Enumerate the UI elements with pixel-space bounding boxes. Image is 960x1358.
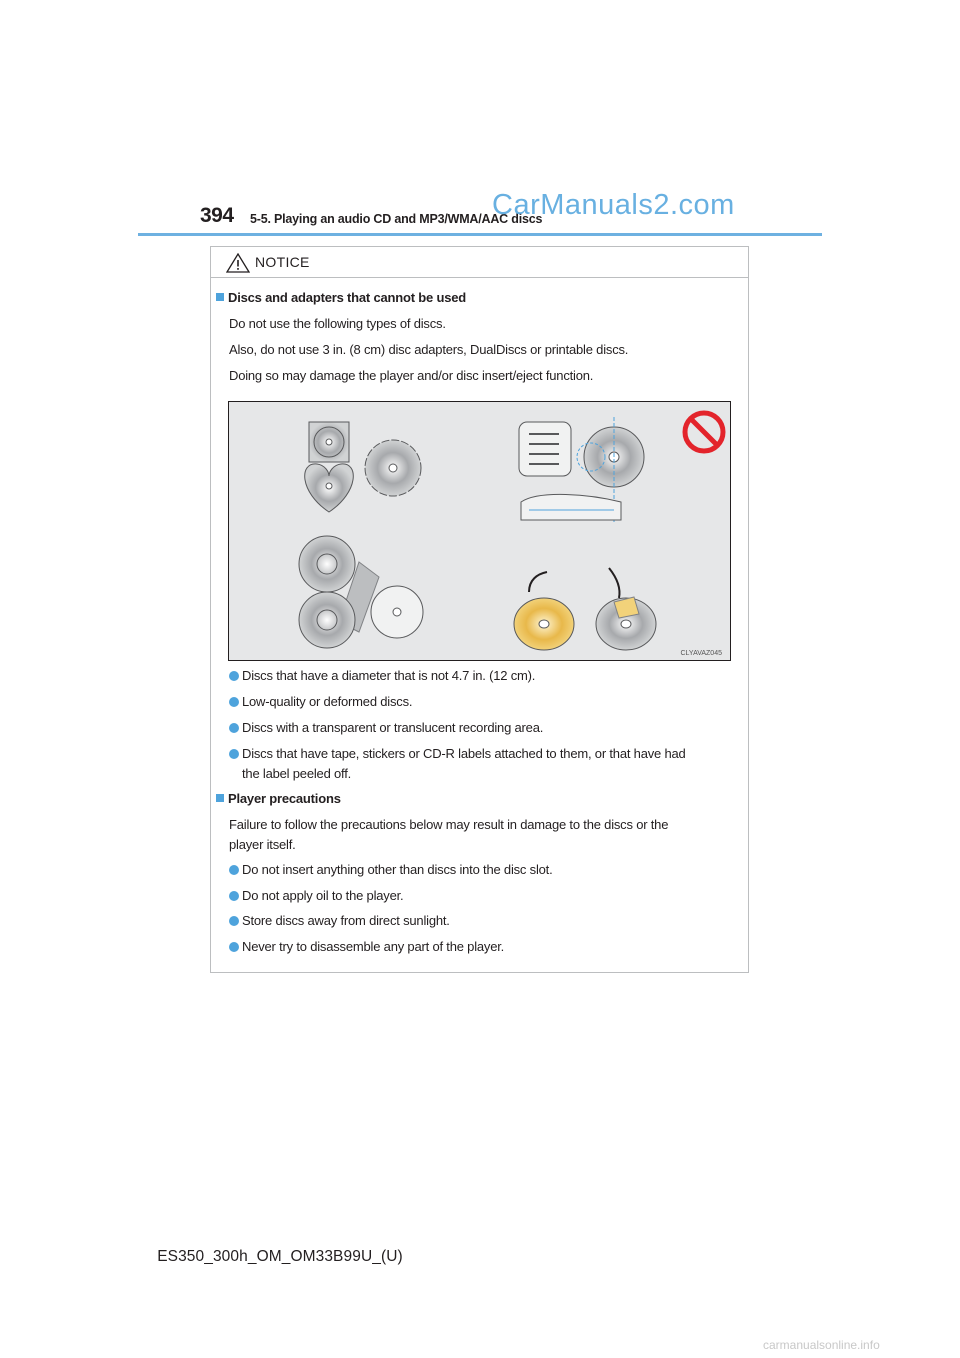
footer-watermark[interactable]: carmanualsonline.info bbox=[763, 1338, 880, 1352]
discs-illustration-drawing bbox=[229, 402, 730, 660]
square-bullet-icon bbox=[216, 293, 224, 301]
paragraph: Failure to follow the precautions below may result in damage to the discs or the bbox=[229, 817, 669, 832]
list-item: Discs that have a diameter that is not 4.7 in. (12 cm). bbox=[229, 666, 535, 686]
list-item: Discs that have tape, stickers or CD-R labels attached to them, or that have had bbox=[229, 744, 686, 764]
bullet-dot-icon bbox=[229, 749, 239, 759]
square-bullet-icon bbox=[216, 794, 224, 802]
player-precautions-heading: Player precautions bbox=[216, 789, 341, 809]
list-item: Low-quality or deformed discs. bbox=[229, 692, 412, 712]
footer-code: ES350_300h_OM_OM33B99U_(U) bbox=[157, 1248, 403, 1265]
figure-code: CLYAVAZ045 bbox=[680, 650, 722, 657]
paragraph: Doing so may damage the player and/or disc insert/eject function. bbox=[229, 368, 594, 383]
list-item-continuation: the label peeled off. bbox=[242, 766, 352, 781]
bullet-dot-icon bbox=[229, 916, 239, 926]
header-rule bbox=[138, 233, 822, 236]
warning-triangle-icon bbox=[226, 253, 250, 273]
unusable-discs-illustration bbox=[228, 401, 731, 661]
paragraph: player itself. bbox=[229, 837, 296, 852]
page-number: 394 bbox=[200, 204, 234, 227]
bullet-dot-icon bbox=[229, 942, 239, 952]
bullet-dot-icon bbox=[229, 697, 239, 707]
watermark-logo[interactable]: CarManuals2.com bbox=[492, 189, 735, 221]
bullet-dot-icon bbox=[229, 865, 239, 875]
section-title: 5-5. Playing an audio CD and MP3/WMA/AAC discs bbox=[250, 212, 543, 226]
bullet-dot-icon bbox=[229, 723, 239, 733]
list-item: Do not insert anything other than discs into the disc slot. bbox=[229, 860, 553, 880]
list-item: Never try to disassemble any part of the player. bbox=[229, 937, 504, 957]
bullet-dot-icon bbox=[229, 891, 239, 901]
notice-label: NOTICE bbox=[255, 254, 310, 270]
bullet-dot-icon bbox=[229, 671, 239, 681]
paragraph: Also, do not use 3 in. (8 cm) disc adapters, DualDiscs or printable discs. bbox=[229, 342, 629, 357]
paragraph: Do not use the following types of discs. bbox=[229, 316, 446, 331]
list-item: Do not apply oil to the player. bbox=[229, 886, 403, 906]
discs-heading: Discs and adapters that cannot be used bbox=[216, 288, 466, 308]
list-item: Store discs away from direct sunlight. bbox=[229, 911, 450, 931]
notice-header bbox=[211, 247, 748, 278]
list-item: Discs with a transparent or translucent recording area. bbox=[229, 718, 543, 738]
